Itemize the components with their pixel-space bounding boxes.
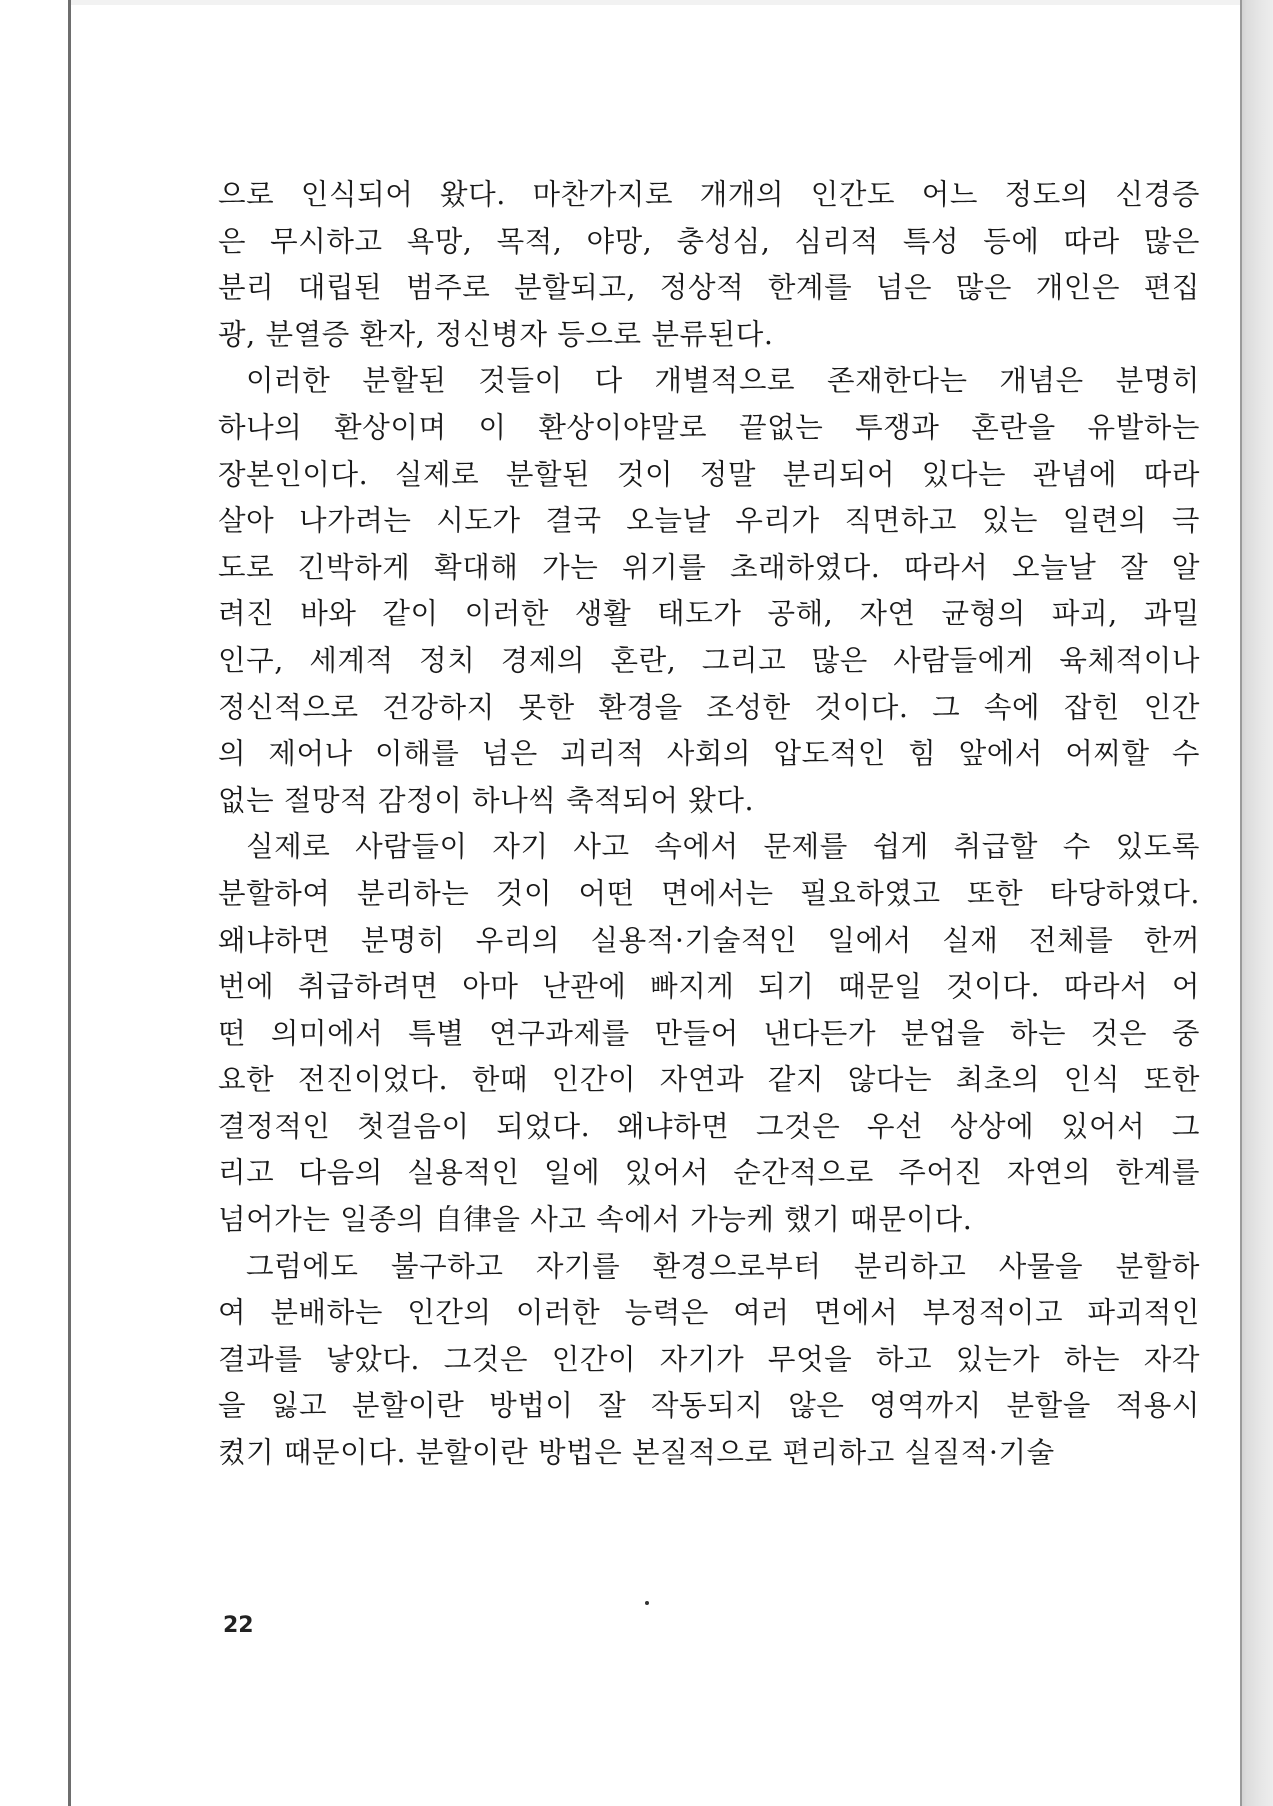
text-line: 려진 바와 같이 이러한 생활 태도가 공해, 자연 균형의 파괴, 과밀 bbox=[218, 597, 1200, 631]
text-line: 의 제어나 이해를 넘은 괴리적 사회의 압도적인 힘 앞에서 어찌할 수 bbox=[218, 737, 1200, 771]
text-line: 분할하여 분리하는 것이 어떤 면에서는 필요하였고 또한 타당하였다. bbox=[218, 876, 1200, 910]
text-line: 왜냐하면 분명히 우리의 실용적·기술적인 일에서 실재 전체를 한꺼 bbox=[218, 923, 1200, 957]
body-text bbox=[218, 172, 1200, 1477]
text-line: 없는 절망적 감정이 하나씩 축적되어 왔다. bbox=[218, 783, 755, 817]
text-line: 요한 전진이었다. 한때 인간이 자연과 같지 않다는 최초의 인식 또한 bbox=[218, 1063, 1200, 1097]
text-line: 으로 인식되어 왔다. 마찬가지로 개개의 인간도 어느 정도의 신경증 bbox=[218, 178, 1200, 211]
text-line: 넘어가는 일종의 自律을 사고 속에서 가능케 했기 때문이다. bbox=[218, 1203, 973, 1237]
scan-border-right bbox=[1240, 0, 1273, 1806]
text-line: 그럼에도 불구하고 자기를 환경으로부터 분리하고 사물을 분할하 bbox=[246, 1249, 1200, 1283]
text-line: 결정적인 첫걸음이 되었다. 왜냐하면 그것은 우선 상상에 있어서 그 bbox=[218, 1109, 1200, 1143]
text-line: 켰기 때문이다. 분할이란 방법은 본질적으로 편리하고 실질적·기술 bbox=[218, 1436, 1055, 1470]
text-line: 장본인이다. 실제로 분할된 것이 정말 분리되어 있다는 관념에 따라 bbox=[218, 457, 1200, 491]
book-page bbox=[71, 5, 1240, 1806]
text-line: 하나의 환상이며 이 환상이야말로 끝없는 투쟁과 혼란을 유발하는 bbox=[218, 410, 1200, 444]
scan-border-left bbox=[0, 0, 70, 1806]
paragraph bbox=[218, 1244, 1200, 1477]
paragraph bbox=[218, 358, 1200, 824]
text-line: 여 분배하는 인간의 이러한 능력은 여러 면에서 부정적이고 파괴적인 bbox=[218, 1296, 1200, 1330]
page-number: 22 bbox=[223, 1613, 254, 1638]
text-line: 실제로 사람들이 자기 사고 속에서 문제를 쉽게 취급할 수 있도록 bbox=[246, 830, 1200, 864]
text-line: 번에 취급하려면 아마 난관에 빠지게 되기 때문일 것이다. 따라서 어 bbox=[218, 970, 1200, 1004]
text-line: 도로 긴박하게 확대해 가는 위기를 초래하였다. 따라서 오늘날 잘 알 bbox=[218, 550, 1200, 584]
text-line: 정신적으로 건강하지 못한 환경을 조성한 것이다. 그 속에 잡힌 인간 bbox=[218, 690, 1200, 724]
text-line: 은 무시하고 욕망, 목적, 야망, 충성심, 심리적 특성 등에 따라 많은 bbox=[218, 224, 1200, 258]
scan-speck bbox=[645, 1601, 649, 1605]
text-line: 분리 대립된 범주로 분할되고, 정상적 한계를 넘은 많은 개인은 편집 bbox=[218, 271, 1200, 305]
text-line: 인구, 세계적 정치 경제의 혼란, 그리고 많은 사람들에게 육체적이나 bbox=[218, 643, 1200, 677]
text-line: 을 잃고 분할이란 방법이 잘 작동되지 않은 영역까지 분할을 적용시 bbox=[218, 1389, 1200, 1423]
text-line: 리고 다음의 실용적인 일에 있어서 순간적으로 주어진 자연의 한계를 bbox=[218, 1156, 1200, 1190]
paragraph bbox=[218, 824, 1200, 1243]
text-line: 광, 분열증 환자, 정신병자 등으로 분류된다. bbox=[218, 317, 774, 351]
text-line: 결과를 낳았다. 그것은 인간이 자기가 무엇을 하고 있는가 하는 자각 bbox=[218, 1342, 1200, 1376]
text-line: 떤 의미에서 특별 연구과제를 만들어 낸다든가 분업을 하는 것은 중 bbox=[218, 1016, 1200, 1050]
text-line: 이러한 분할된 것들이 다 개별적으로 존재한다는 개념은 분명히 bbox=[246, 364, 1200, 398]
paragraph bbox=[218, 172, 1200, 358]
text-line: 살아 나가려는 시도가 결국 오늘날 우리가 직면하고 있는 일련의 극 bbox=[218, 504, 1200, 538]
